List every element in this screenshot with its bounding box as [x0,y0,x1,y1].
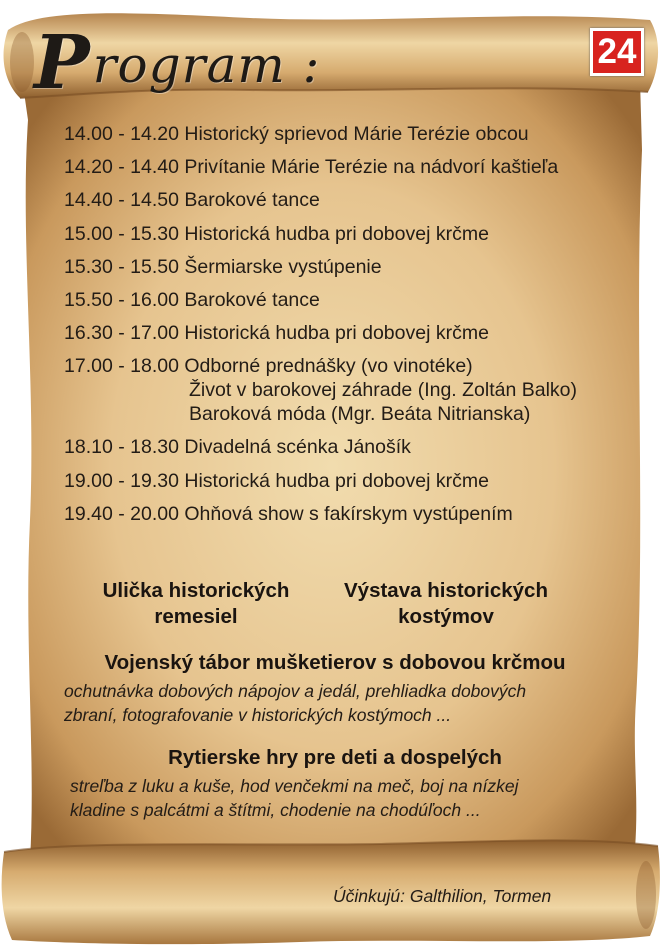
camp-description: zbraní, fotografovanie v historických kostýmoch ... [64,705,452,725]
schedule-row: 14.20 - 14.40 Privítanie Márie Terézie na nádvorí kaštieľa [64,156,559,178]
schedule-row: 19.00 - 19.30 Historická hudba pri dobovej krčme [64,470,489,492]
schedule-row: 18.10 - 18.30 Divadelná scénka Jánošík [64,436,411,458]
games-heading: Rytierske hry pre deti a dospelých [168,746,502,769]
program-title: Program : [34,20,321,106]
schedule-row: 16.30 - 17.00 Historická hudba pri dobovej krčme [64,322,489,344]
costumes-heading: Výstava historických kostýmov [344,579,548,628]
camp-heading: Vojenský tábor mušketierov s dobovou krčmou [104,651,566,674]
schedule-row: 19.40 - 20.00 Ohňová show s fakírskym vystúpením [64,503,513,525]
lecture-topic: Život v barokovej záhrade (Ing. Zoltán Balko) [189,379,578,401]
lecture-topic: Baroková móda (Mgr. Beáta Nitrianska) [189,403,531,425]
schedule-row: 14.40 - 14.50 Barokové tance [64,189,320,211]
schedule-row: 15.00 - 15.30 Historická hudba pri dobovej krčme [64,223,489,245]
schedule-row: 17.00 - 18.00 Odborné prednášky (vo vinotéke) [64,355,473,377]
schedule-row: 14.00 - 14.20 Historický sprievod Márie Terézie obcou [64,123,529,145]
games-description: kladine s palcátmi a štítmi, chodenie na chodúľoch ... [70,800,481,820]
performers-credit: Účinkujú: Galthilion, Tormen [333,886,552,906]
logo-24-icon: 24 [590,28,644,76]
crafts-heading: Ulička historických remesiel [102,579,290,628]
schedule-row: 15.30 - 15.50 Šermiarske vystúpenie [64,256,382,278]
schedule-row: 15.50 - 16.00 Barokové tance [64,289,320,311]
games-description: streľba z luku a kuše, hod venčekmi na meč, boj na nízkej [70,776,519,796]
camp-description: ochutnávka dobových nápojov a jedál, prehliadka dobových [64,681,527,701]
